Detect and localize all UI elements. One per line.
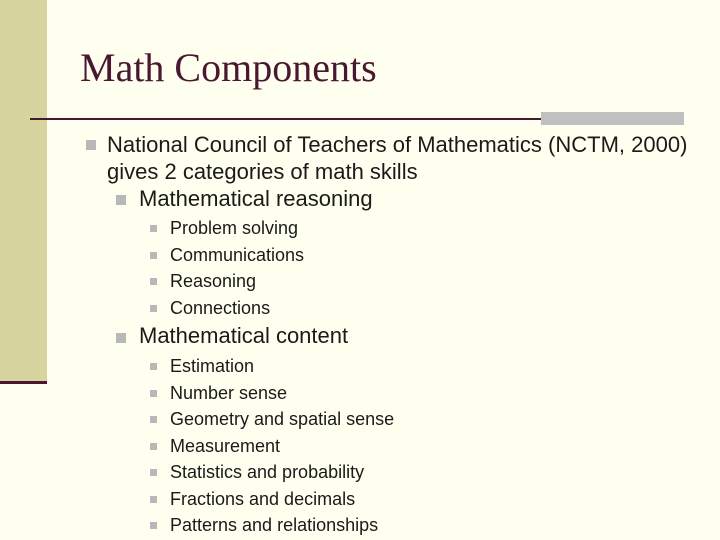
square-bullet-icon <box>150 443 157 450</box>
square-bullet-icon <box>150 469 157 476</box>
square-bullet-icon <box>150 496 157 503</box>
main-point: National Council of Teachers of Mathematics (NCTM, 2000) gives 2 categories of math skills <box>107 132 688 184</box>
square-bullet-icon <box>150 390 157 397</box>
square-bullet-icon <box>150 278 157 285</box>
square-bullet-icon <box>150 305 157 312</box>
left-bar-underline <box>0 381 47 384</box>
category-content-label: Mathematical content <box>139 323 349 348</box>
square-bullet-icon <box>116 195 126 205</box>
left-decorative-bar <box>0 0 47 382</box>
square-bullet-icon <box>150 225 157 232</box>
square-bullet-icon <box>116 333 126 343</box>
title-rule-accent <box>541 112 684 125</box>
square-bullet-icon <box>86 140 96 150</box>
square-bullet-icon <box>150 416 157 423</box>
square-bullet-icon <box>150 363 157 370</box>
category-reasoning-label: Mathematical reasoning <box>139 186 373 211</box>
square-bullet-icon <box>150 522 157 529</box>
slide-title: Math Components <box>80 45 377 90</box>
square-bullet-icon <box>150 252 157 259</box>
